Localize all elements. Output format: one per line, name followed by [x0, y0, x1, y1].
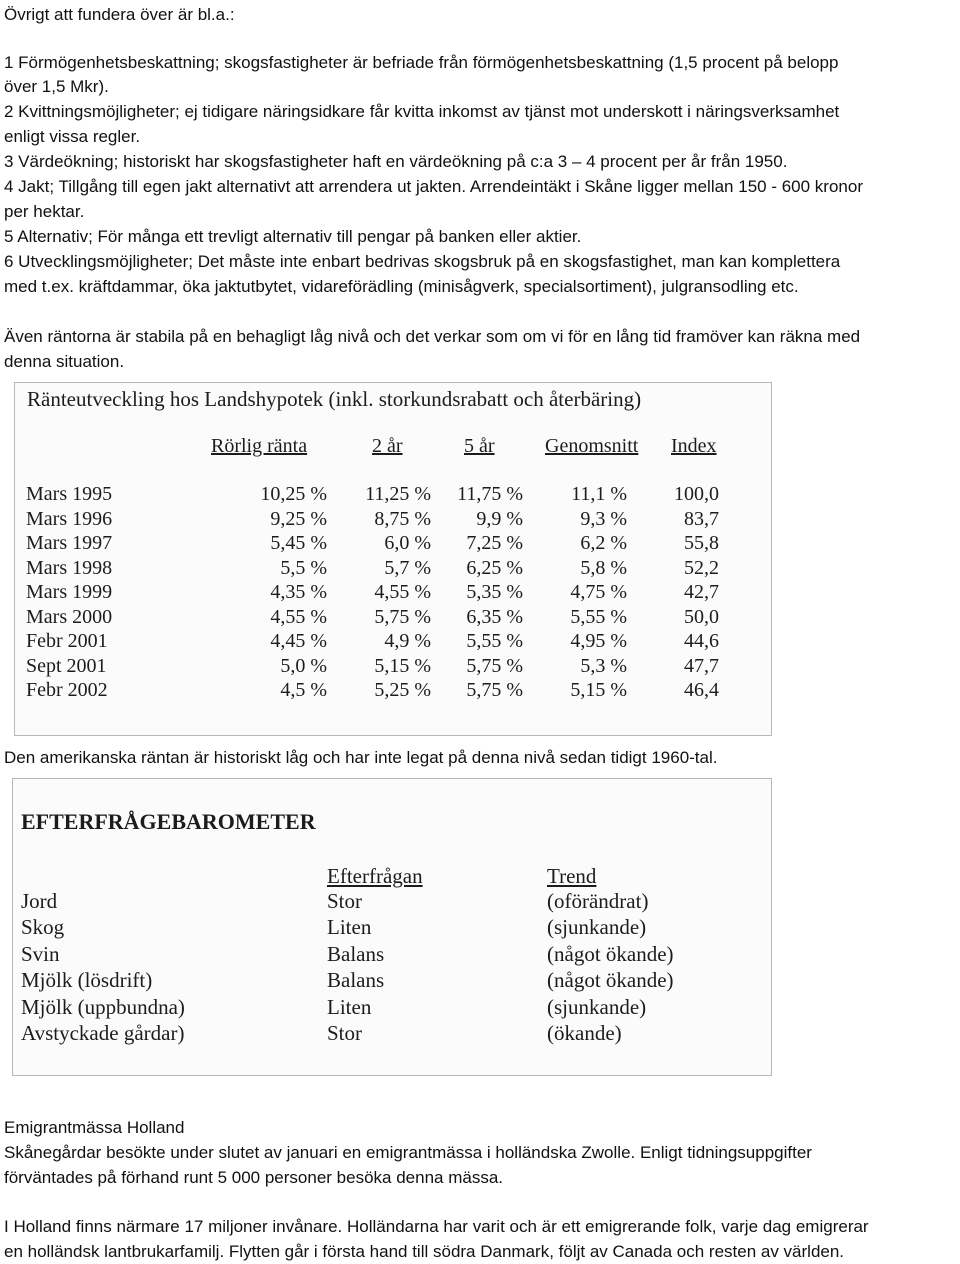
paragraph-line: Skånegårdar besökte under slutet av januari en emigrantmässa i holländska Zwolle. Enligt tidningsuppgifter — [4, 1143, 812, 1162]
cell-rorlig: 4,55 % — [270, 606, 327, 628]
list-line: med t.ex. kräftdammar, öka jaktutbytet, vidareförädling (minisågverk, specialsortiment), julgransodling etc. — [4, 277, 799, 296]
cell-genomsnitt: 4,95 % — [570, 630, 627, 652]
table-row — [15, 679, 771, 703]
table-row — [15, 606, 771, 630]
cell-index: 50,0 — [684, 606, 719, 628]
cell-index: 55,8 — [684, 532, 719, 554]
cell-2ar: 11,25 % — [365, 483, 431, 505]
intro-text: Övrigt att fundera över är bl.a.: — [4, 5, 235, 24]
list-line: över 1,5 Mkr). — [4, 77, 109, 96]
list-line: 3 Värdeökning; historiskt har skogsfastigheter haft en värdeökning på c:a 3 – 4 procent per år från 1950. — [4, 152, 788, 171]
cell-rorlig: 5,5 % — [280, 557, 327, 579]
table-row — [15, 630, 771, 654]
rate-table — [14, 382, 772, 736]
table-row — [15, 483, 771, 507]
cell-genomsnitt: 9,3 % — [580, 508, 627, 530]
barometer-category: Skog — [21, 915, 65, 939]
row-label: Mars 1999 — [26, 581, 113, 603]
row-label: Sept 2001 — [26, 655, 107, 677]
row-label: Febr 2002 — [26, 679, 108, 701]
barometer-header-trend: Trend — [547, 864, 597, 888]
cell-index: 44,6 — [684, 630, 719, 652]
barometer-trend: (sjunkande) — [547, 915, 647, 939]
row-label: Mars 1996 — [26, 508, 113, 530]
cell-2ar: 5,15 % — [374, 655, 431, 677]
cell-genomsnitt: 6,2 % — [580, 532, 627, 554]
cell-5ar: 5,55 % — [466, 630, 523, 652]
row-label: Mars 2000 — [26, 606, 113, 628]
barometer-trend: (ökande) — [547, 1021, 622, 1045]
table-row — [15, 532, 771, 556]
cell-5ar: 6,25 % — [466, 557, 523, 579]
cell-rorlig: 4,45 % — [270, 630, 327, 652]
row-label: Mars 1997 — [26, 532, 113, 554]
cell-genomsnitt: 4,75 % — [570, 581, 627, 603]
table-row — [15, 508, 771, 532]
cell-5ar: 6,35 % — [466, 606, 523, 628]
rate-header-rorlig: Rörlig ränta — [211, 435, 308, 457]
cell-2ar: 5,7 % — [384, 557, 431, 579]
cell-2ar: 4,55 % — [374, 581, 431, 603]
cell-rorlig: 4,5 % — [280, 679, 327, 701]
table-row — [15, 655, 771, 679]
barometer-trend: (något ökande) — [547, 968, 674, 992]
cell-rorlig: 5,45 % — [270, 532, 327, 554]
list-line: per hektar. — [4, 202, 85, 221]
list-line: 5 Alternativ; För många ett trevligt alternativ till pengar på banken eller aktier. — [4, 227, 582, 246]
cell-5ar: 11,75 % — [457, 483, 523, 505]
rate-header-genomsnitt: Genomsnitt — [545, 435, 639, 457]
cell-index: 83,7 — [684, 508, 719, 530]
cell-index: 47,7 — [684, 655, 719, 677]
table-row — [13, 889, 771, 915]
barometer-trend: (oförändrat) — [547, 889, 649, 913]
barometer-category: Svin — [21, 942, 60, 966]
barometer-category: Mjölk (uppbundna) — [21, 995, 185, 1019]
barometer-demand: Stor — [327, 889, 363, 913]
row-label: Mars 1995 — [26, 483, 113, 505]
barometer-category: Mjölk (lösdrift) — [21, 968, 153, 992]
barometer-category: Avstyckade gårdar) — [21, 1021, 185, 1045]
table-row — [13, 942, 771, 968]
barometer-demand: Liten — [327, 915, 372, 939]
section-heading: Emigrantmässa Holland — [4, 1118, 185, 1137]
cell-2ar: 4,9 % — [384, 630, 431, 652]
cell-rorlig: 10,25 % — [260, 483, 327, 505]
cell-genomsnitt: 5,55 % — [570, 606, 627, 628]
cell-5ar: 7,25 % — [466, 532, 523, 554]
cell-2ar: 5,75 % — [374, 606, 431, 628]
cell-genomsnitt: 5,15 % — [570, 679, 627, 701]
cell-index: 42,7 — [684, 581, 719, 603]
barometer-demand: Balans — [327, 942, 385, 966]
barometer-category: Jord — [21, 889, 58, 913]
list-line: enligt vissa regler. — [4, 127, 141, 146]
table-row — [13, 915, 771, 941]
table-row — [13, 1021, 771, 1047]
paragraph-line: en holländsk lantbrukarfamilj. Flytten går i första hand till södra Danmark, följt av Canada och resten av världen. — [4, 1242, 845, 1261]
paragraph-line: I Holland finns närmare 17 miljoner invånare. Holländarna har varit och är ett emigrerande folk, varje dag emigrerar — [4, 1217, 869, 1236]
table-row — [15, 557, 771, 581]
cell-5ar: 9,9 % — [476, 508, 523, 530]
cell-rorlig: 5,0 % — [280, 655, 327, 677]
rate-header-2ar: 2 år — [372, 435, 403, 457]
rates-paragraph: denna situation. — [4, 352, 125, 371]
cell-5ar: 5,75 % — [466, 679, 523, 701]
barometer-demand: Stor — [327, 1021, 363, 1045]
barometer-trend: (sjunkande) — [547, 995, 647, 1019]
barometer-demand: Liten — [327, 995, 372, 1019]
us-rate-text: Den amerikanska räntan är historiskt låg och har inte legat på denna nivå sedan tidigt 1960-tal. — [4, 748, 718, 767]
table-row — [13, 995, 771, 1021]
cell-genomsnitt: 5,8 % — [580, 557, 627, 579]
cell-rorlig: 4,35 % — [270, 581, 327, 603]
table-row — [15, 581, 771, 605]
paragraph-line: förväntades på förhand runt 5 000 personer besöka denna mässa. — [4, 1168, 504, 1187]
cell-index: 100,0 — [674, 483, 719, 505]
cell-5ar: 5,35 % — [466, 581, 523, 603]
row-label: Mars 1998 — [26, 557, 113, 579]
cell-genomsnitt: 11,1 % — [571, 483, 627, 505]
list-line: 1 Förmögenhetsbeskattning; skogsfastigheter är befriade från förmögenhetsbeskattning (1,5 procent på belopp — [4, 53, 839, 72]
row-label: Febr 2001 — [26, 630, 108, 652]
cell-index: 46,4 — [684, 679, 719, 701]
cell-rorlig: 9,25 % — [270, 508, 327, 530]
rate-header-index: Index — [671, 435, 717, 457]
cell-2ar: 8,75 % — [374, 508, 431, 530]
barometer-demand: Balans — [327, 968, 385, 992]
table-row — [13, 968, 771, 994]
barometer-header-efterfragan: Efterfrågan — [327, 864, 423, 888]
list-line: 2 Kvittningsmöjligheter; ej tidigare näringsidkare får kvitta inkomst av tjänst mot underskott i näringsverksamhet — [4, 102, 840, 121]
cell-genomsnitt: 5,3 % — [580, 655, 627, 677]
cell-2ar: 6,0 % — [384, 532, 431, 554]
list-line: 4 Jakt; Tillgång till egen jakt alternativt att arrendera ut jakten. Arrendeintäkt i Skåne ligger mellan 150 - 600 kronor — [4, 177, 863, 196]
rates-paragraph: Även räntorna är stabila på en behagligt låg nivå och det verkar som om vi för en lång tid framöver kan räkna med — [4, 327, 861, 346]
list-line: 6 Utvecklingsmöjligheter; Det måste inte enbart bedrivas skogsbruk på en skogsfastighet, man kan komplettera — [4, 252, 841, 271]
barometer-title: EFTERFRÅGEBAROMETER — [21, 809, 316, 834]
cell-index: 52,2 — [684, 557, 719, 579]
rate-header-5ar: 5 år — [464, 435, 495, 457]
rate-table-title: Ränteutveckling hos Landshypotek (inkl. storkundsrabatt och återbäring) — [27, 387, 642, 411]
demand-barometer — [12, 778, 772, 1076]
barometer-trend: (något ökande) — [547, 942, 674, 966]
cell-2ar: 5,25 % — [374, 679, 431, 701]
cell-5ar: 5,75 % — [466, 655, 523, 677]
